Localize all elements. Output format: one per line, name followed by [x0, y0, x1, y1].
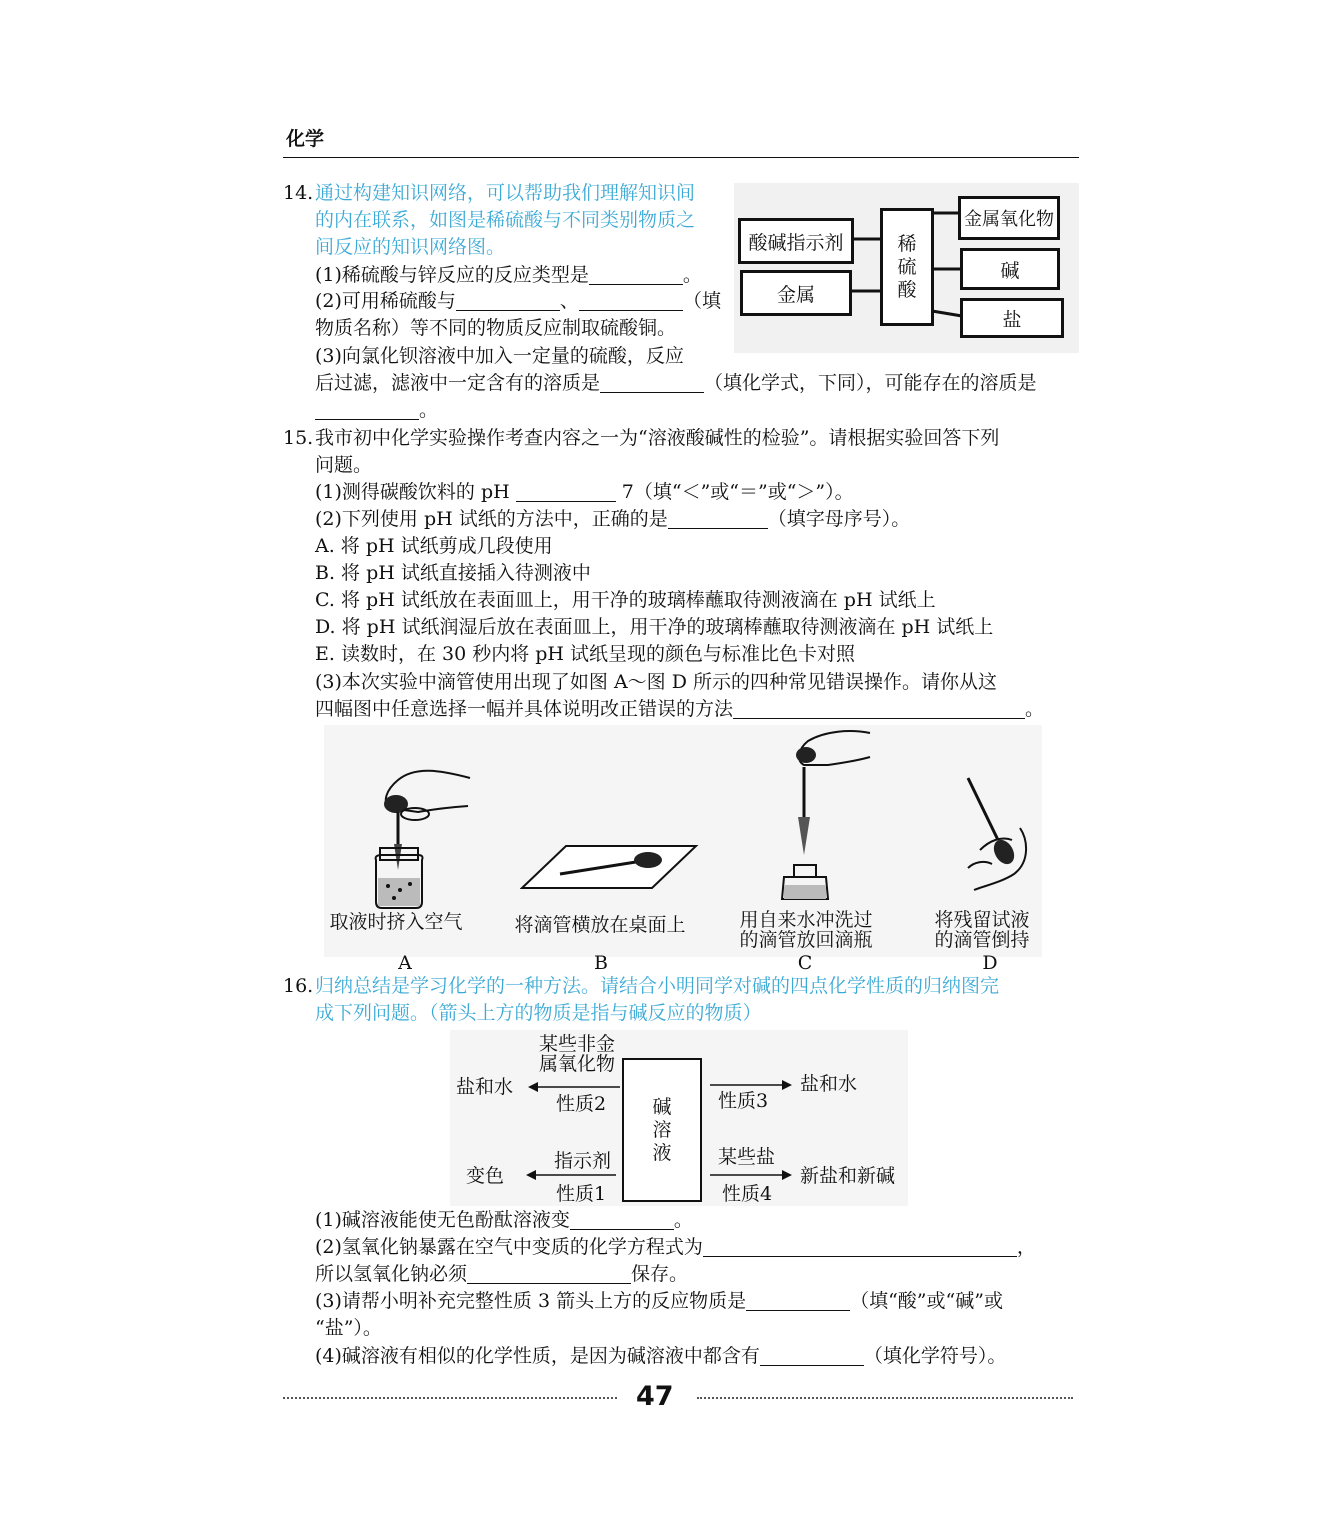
- q15-part3-line1: (3)本次实验中滴管使用出现了如图 A～图 D 所示的四种常见错误操作。请你从这: [315, 671, 997, 693]
- q16-bottom-left-product: 变色: [466, 1165, 505, 1187]
- q16-top-right-product: 盐和水: [800, 1073, 858, 1095]
- q16-part4-tail: （填化学符号）。: [863, 1345, 1007, 1367]
- q14-answer-blank-5[interactable]: [315, 399, 419, 420]
- q16-center-char-3: 液: [652, 1141, 672, 1164]
- footer-dotted-rule-left: [283, 1397, 617, 1399]
- q16-number: 16.: [283, 975, 314, 997]
- figure-c-dropper-illustration: [770, 727, 880, 902]
- figure-a-letter: A: [398, 952, 412, 974]
- q16-answer-blank-5[interactable]: [760, 1345, 864, 1366]
- q16-answer-blank-4[interactable]: [746, 1290, 850, 1311]
- figure-c-caption-line1: 用自来水冲洗过: [739, 909, 873, 931]
- q14-indicator-box: 酸碱指示剂: [738, 218, 854, 264]
- q14-part3-line2: [315, 370, 1037, 397]
- q14-base-box: 碱: [960, 248, 1060, 290]
- q16-part2b-text: 所以氢氧化钠必须: [315, 1263, 468, 1285]
- q14-dilute-sulfuric-acid-box: [880, 208, 934, 326]
- q15-option-e: E. 读数时，在 30 秒内将 pH 试纸呈现的颜色与标准比色卡对照: [315, 643, 856, 665]
- q14-part3-line3: [315, 397, 438, 424]
- q15-part2-tail: （填字母序号）。: [767, 508, 911, 530]
- q16-answer-blank-2[interactable]: [703, 1236, 1017, 1257]
- q15-answer-blank-1[interactable]: [516, 481, 616, 502]
- figure-d-dropper-illustration: [950, 770, 1040, 895]
- figure-c-letter: C: [797, 952, 813, 974]
- q14-metal-oxide-box: 金属氧化物: [958, 196, 1060, 240]
- q16-bottom-left-reactant: 指示剂: [554, 1150, 612, 1172]
- q16-top-left-reactant-line1: 某些非金: [538, 1033, 615, 1055]
- q16-part2-comma: ，: [1016, 1236, 1036, 1258]
- q15-part3-line2: [315, 696, 1044, 723]
- q14-number: 14.: [283, 182, 314, 204]
- q16-bottom-right-reactant: 某些盐: [718, 1146, 776, 1168]
- q16-top-left-reactant: [530, 1034, 624, 1074]
- q14-metal-box: 金属: [740, 270, 852, 316]
- q16-part3-line2: “盐”）。: [315, 1317, 382, 1339]
- figure-a-dropper-illustration: [360, 760, 480, 910]
- figure-d-caption-line1: 将残留试液: [934, 909, 1030, 931]
- q16-bottom-left-property: 性质1: [556, 1183, 607, 1205]
- figure-b-dropper-illustration: [520, 840, 700, 900]
- figure-d-letter: D: [982, 952, 998, 974]
- q14-part2-text: (2)可用稀硫酸与: [315, 290, 456, 312]
- q14-answer-blank-3[interactable]: [579, 290, 683, 311]
- q16-part1-text: (1)碱溶液能使无色酚酞溶液变: [315, 1209, 570, 1231]
- figure-c-caption-line2: 的滴管放回滴瓶: [739, 929, 873, 951]
- q16-part3-tail: （填“酸”或“碱”或: [850, 1290, 1003, 1312]
- q15-part3-end: 。: [1025, 698, 1045, 720]
- q15-answer-blank-3[interactable]: [733, 698, 1025, 719]
- header-rule: [283, 157, 1079, 158]
- figure-c-caption: [716, 910, 896, 950]
- q16-top-left-reactant-line2: 属氧化物: [538, 1053, 615, 1075]
- figure-b-letter: B: [594, 952, 608, 974]
- q14-part2: [315, 288, 721, 315]
- q16-part4: [315, 1343, 1006, 1370]
- q15-part1-text: (1)测得碳酸饮料的 pH: [315, 481, 510, 503]
- q14-part1-text: (1)稀硫酸与锌反应的反应类型是: [315, 264, 589, 286]
- q15-intro-line2: 问题。: [315, 454, 373, 476]
- q14-answer-blank-2[interactable]: [456, 290, 560, 311]
- q14-part1-end: 。: [682, 264, 702, 286]
- q16-top-left-property: 性质2: [556, 1093, 607, 1115]
- q15-part2-text: (2)下列使用 pH 试纸的方法中，正确的是: [315, 508, 668, 530]
- q14-part3-text: 后过滤，滤液中一定含有的溶质是: [315, 372, 601, 394]
- figure-a-caption-line1: 取液时挤入空气: [329, 911, 463, 933]
- q15-part1-tail: 7（填“＜”或“＝”或“＞”）。: [621, 481, 854, 503]
- q15-intro-line1: 我市初中化学实验操作考查内容之一为“溶液酸碱性的检验”。请根据实验回答下列: [315, 427, 1000, 449]
- q16-part2b-tail: 保存。: [631, 1263, 689, 1285]
- q14-part2-line2: 物质名称）等不同的物质反应制取硫酸铜。: [315, 317, 677, 339]
- q14-center-char-1: 稀: [897, 232, 917, 255]
- q14-center-char-2: 硫: [897, 255, 917, 278]
- figure-d-caption: [912, 910, 1052, 950]
- q16-bottom-right-product: 新盐和新碱: [800, 1165, 896, 1187]
- q16-intro-line2: 成下列问题。（箭头上方的物质是指与碱反应的物质）: [315, 1002, 762, 1024]
- q16-top-right-property: 性质3: [718, 1090, 769, 1112]
- q14-part3-line1: (3)向氯化钡溶液中加入一定量的硫酸，反应: [315, 345, 684, 367]
- figure-b-caption: [500, 915, 700, 935]
- figure-d-caption-line2: 的滴管倒持: [934, 929, 1030, 951]
- q16-part4-text: (4)碱溶液有相似的化学性质，是因为碱溶液中都含有: [315, 1345, 760, 1367]
- footer-dotted-rule-right: [697, 1397, 1073, 1399]
- q16-part3-line1: [315, 1288, 1003, 1315]
- q16-part2-line1: [315, 1234, 1036, 1261]
- q15-option-a: A. 将 pH 试纸剪成几段使用: [315, 535, 553, 557]
- q16-center-char-1: 碱: [652, 1095, 672, 1118]
- q15-number: 15.: [283, 427, 314, 449]
- q14-part3-end: 。: [419, 399, 439, 421]
- q15-answer-blank-2[interactable]: [668, 508, 768, 529]
- q14-part2-tail: （填: [682, 290, 721, 312]
- q14-part3-tail: （填化学式，下同），可能存在的溶质是: [704, 372, 1037, 394]
- q15-part1: [315, 479, 854, 506]
- q14-salt-box: 盐: [960, 298, 1064, 338]
- q16-part2-line2: [315, 1261, 688, 1288]
- q14-answer-blank-4[interactable]: [600, 372, 704, 393]
- q15-part3-text: 四幅图中任意选择一幅并具体说明改正错误的方法: [315, 698, 734, 720]
- q15-option-c: C. 将 pH 试纸放在表面皿上，用干净的玻璃棒蘸取待测液滴在 pH 试纸上: [315, 589, 936, 611]
- q14-intro-line2: 的内在联系，如图是稀硫酸与不同类别物质之: [315, 209, 696, 231]
- q14-center-char-3: 酸: [897, 278, 917, 301]
- q16-top-left-product: 盐和水: [456, 1076, 514, 1098]
- q15-part2: [315, 506, 910, 533]
- q16-part2-text: (2)氢氧化钠暴露在空气中变质的化学方程式为: [315, 1236, 703, 1258]
- q14-intro-line1: 通过构建知识网络，可以帮助我们理解知识间: [315, 182, 696, 204]
- q14-part2-sep: 、: [559, 290, 579, 312]
- page-number: 47: [636, 1381, 674, 1412]
- q16-part1: [315, 1207, 693, 1234]
- q16-answer-blank-1[interactable]: [570, 1209, 674, 1230]
- figure-b-caption-line1: 将滴管横放在桌面上: [514, 914, 686, 936]
- q14-part1: [315, 262, 702, 289]
- q16-part3-text: (3)请帮小明补充完整性质 3 箭头上方的反应物质是: [315, 1290, 747, 1312]
- q16-answer-blank-3[interactable]: [467, 1263, 631, 1284]
- q16-center-char-2: 溶: [652, 1118, 672, 1141]
- q16-bottom-right-property: 性质4: [722, 1183, 773, 1205]
- q15-option-d: D. 将 pH 试纸润湿后放在表面皿上，用干净的玻璃棒蘸取待测液滴在 pH 试纸上: [315, 616, 994, 638]
- subject-header: 化学: [286, 128, 325, 150]
- q16-intro-line1: 归纳总结是学习化学的一种方法。请结合小明同学对碱的四点化学性质的归纳图完: [315, 975, 1000, 997]
- q15-option-b: B. 将 pH 试纸直接插入待测液中: [315, 562, 591, 584]
- q14-answer-blank-1[interactable]: [589, 264, 683, 285]
- q16-part1-end: 。: [673, 1209, 693, 1231]
- q14-intro-line3: 间反应的知识网络图。: [315, 236, 506, 258]
- figure-a-caption: [316, 912, 476, 932]
